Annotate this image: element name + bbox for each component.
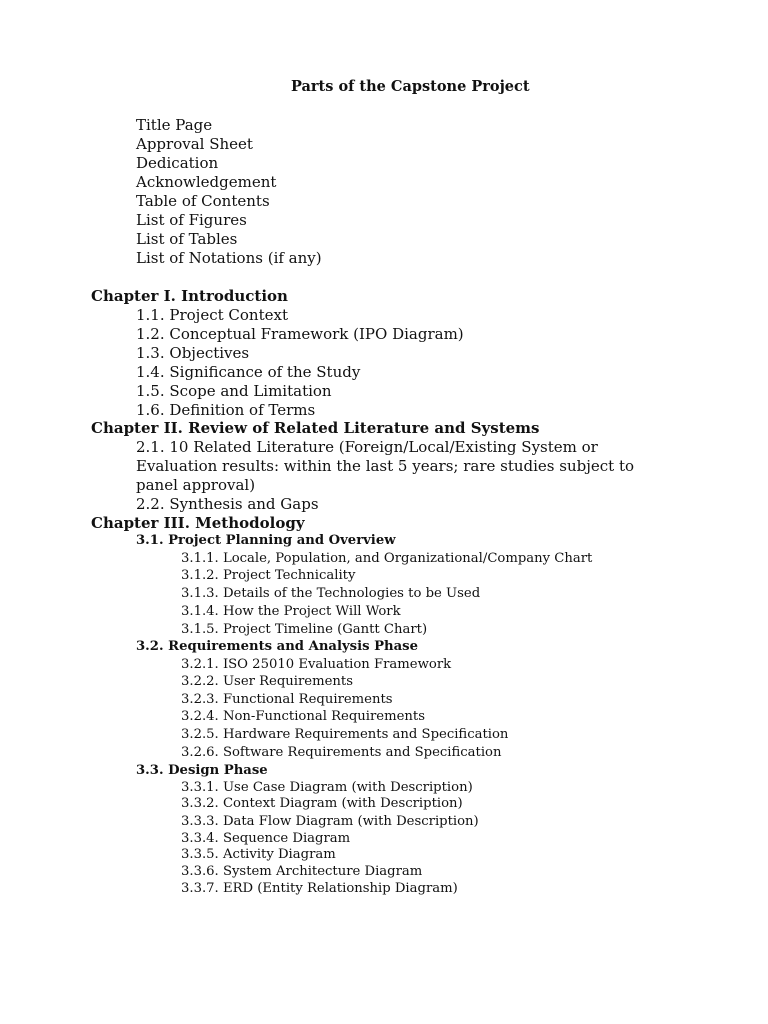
chapter-2-item-line: 2.1. 10 Related Literature (Foreign/Local/Existing System or: [136, 438, 598, 456]
document-title: Parts of the Capstone Project: [291, 78, 530, 95]
chapter-1-item: 1.6. Definition of Terms: [136, 401, 316, 419]
chapter-3-heading: Chapter III. Methodology: [91, 514, 305, 532]
chapter-1-item: 1.2. Conceptual Framework (IPO Diagram): [136, 325, 464, 343]
subsection-item: 3.3.1. Use Case Diagram (with Description): [181, 780, 473, 795]
front-matter-item: Approval Sheet: [136, 135, 253, 153]
chapter-2-item-line: Evaluation results: within the last 5 years; rare studies subject to: [136, 457, 635, 475]
chapter-1-item: 1.4. Significance of the Study: [136, 363, 361, 381]
front-matter-item: Dedication: [136, 154, 219, 172]
subsection-item: 3.3.7. ERD (Entity Relationship Diagram): [181, 881, 458, 896]
subsection-item: 3.3.3. Data Flow Diagram (with Description): [181, 814, 479, 829]
subsection-item: 3.2.5. Hardware Requirements and Specification: [181, 727, 509, 742]
section-heading: 3.2. Requirements and Analysis Phase: [136, 639, 418, 654]
chapter-1-item: 1.3. Objectives: [136, 344, 250, 362]
subsection-item: 3.3.2. Context Diagram (with Description): [181, 796, 463, 811]
subsection-item: 3.3.5. Activity Diagram: [181, 847, 336, 862]
chapter-1-item: 1.1. Project Context: [136, 306, 288, 324]
front-matter-item: Title Page: [136, 116, 213, 134]
subsection-item: 3.3.6. System Architecture Diagram: [181, 864, 423, 879]
subsection-item: 3.2.3. Functional Requirements: [181, 692, 393, 707]
chapter-1-item: 1.5. Scope and Limitation: [136, 382, 332, 400]
subsection-item: 3.1.1. Locale, Population, and Organizational/Company Chart: [181, 551, 593, 566]
front-matter-item: List of Tables: [136, 230, 238, 248]
front-matter-item: Table of Contents: [136, 192, 270, 210]
subsection-item: 3.2.1. ISO 25010 Evaluation Framework: [181, 657, 452, 672]
subsection-item: 3.1.2. Project Technicality: [181, 568, 356, 583]
section-heading: 3.1. Project Planning and Overview: [136, 533, 396, 548]
subsection-item: 3.3.4. Sequence Diagram: [181, 831, 351, 846]
subsection-item: 3.1.5. Project Timeline (Gantt Chart): [181, 622, 428, 637]
subsection-item: 3.2.4. Non-Functional Requirements: [181, 709, 425, 724]
subsection-item: 3.1.4. How the Project Will Work: [181, 604, 401, 619]
front-matter-item: Acknowledgement: [136, 173, 277, 191]
front-matter-item: List of Notations (if any): [136, 249, 322, 267]
chapter-2-item: 2.2. Synthesis and Gaps: [136, 495, 319, 513]
subsection-item: 3.2.2. User Requirements: [181, 674, 353, 689]
front-matter-item: List of Figures: [136, 211, 247, 229]
chapter-2-item-line: panel approval): [136, 476, 256, 494]
subsection-item: 3.2.6. Software Requirements and Specification: [181, 745, 502, 760]
chapter-1-heading: Chapter I. Introduction: [91, 287, 288, 305]
section-heading: 3.3. Design Phase: [136, 763, 268, 778]
subsection-item: 3.1.3. Details of the Technologies to be Used: [181, 586, 481, 601]
chapter-2-heading: Chapter II. Review of Related Literature and Systems: [91, 419, 540, 437]
